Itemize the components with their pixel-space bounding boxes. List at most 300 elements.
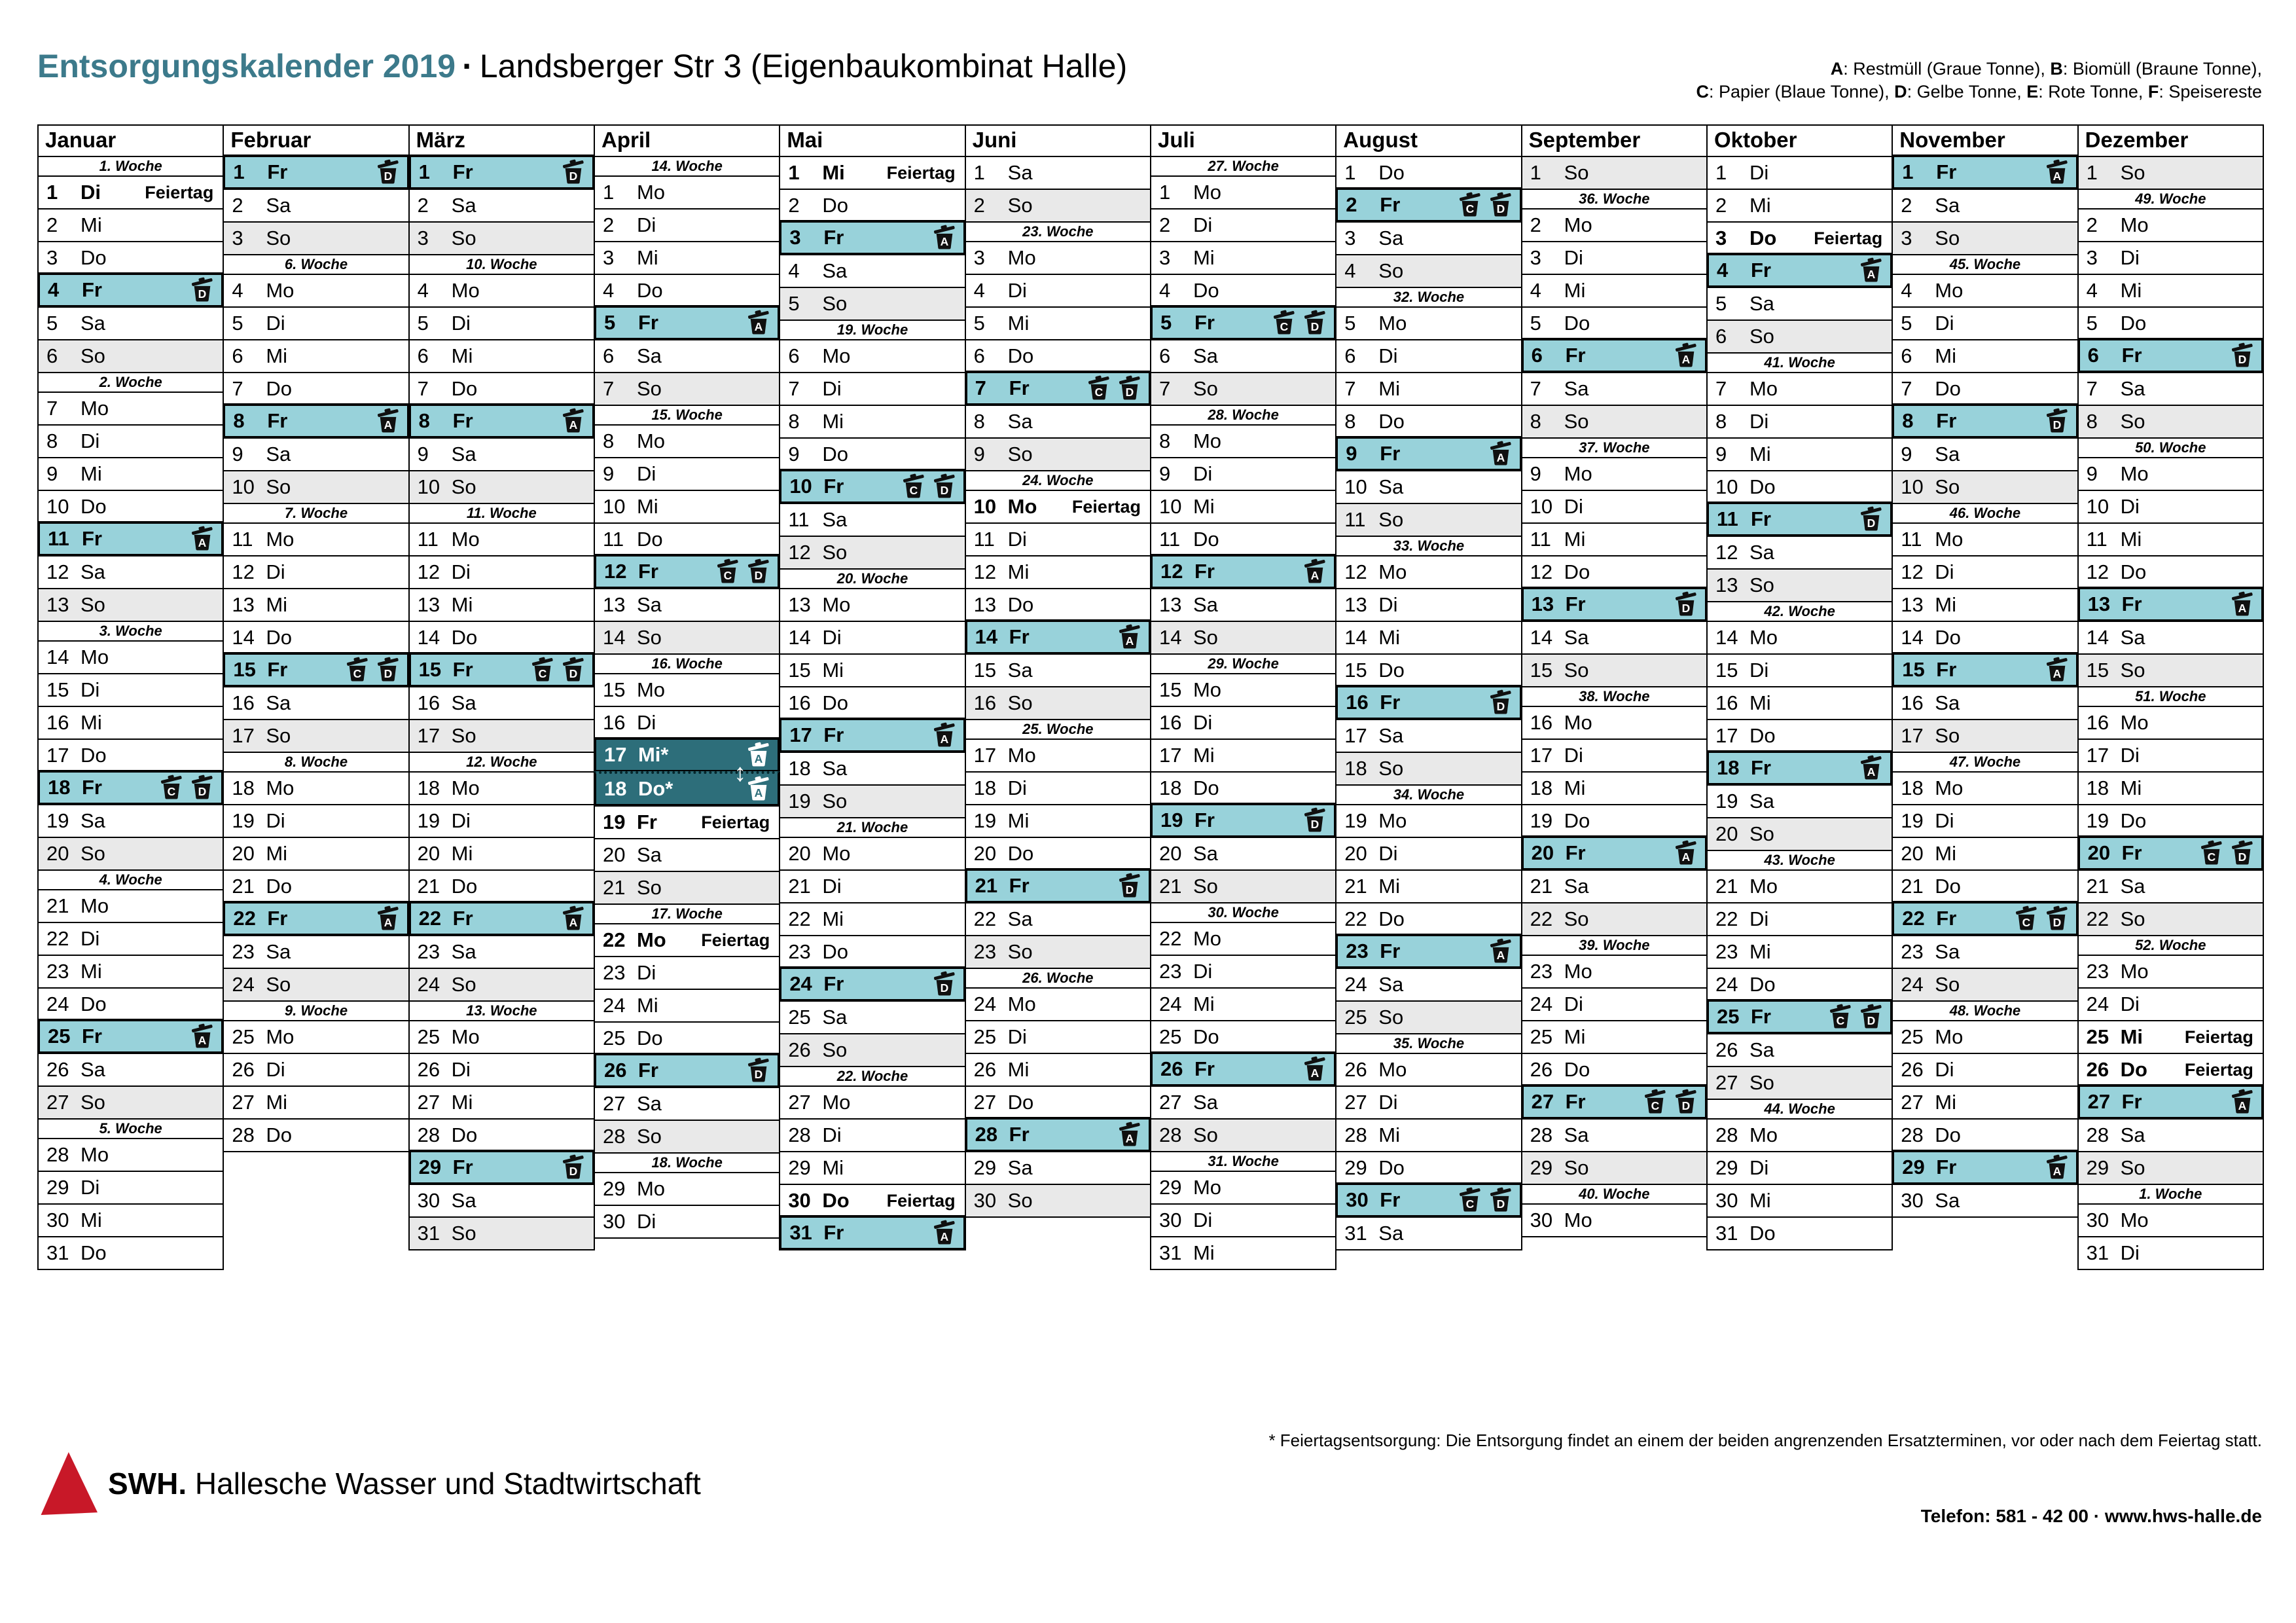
day-weekday: Di [1007, 776, 1027, 799]
day-weekday: Mo [1193, 1176, 1222, 1199]
day-weekday: Mi [636, 246, 658, 269]
day-extras [2185, 1060, 2263, 1080]
day-weekday: Fr [1009, 874, 1030, 897]
day-number: 3 [2086, 246, 2098, 269]
day-row [1336, 837, 1520, 869]
day-number: 14 [417, 626, 440, 649]
day-row [224, 968, 408, 1000]
day-number: 23 [1346, 939, 1369, 962]
day-number: 8 [2086, 410, 2098, 433]
day-number: 6 [2087, 344, 2099, 367]
day-weekday: Di [1193, 462, 1213, 485]
bin-C-icon [1456, 191, 1484, 219]
week-label: 24. Woche [966, 470, 1150, 490]
day-weekday: Sa [1378, 227, 1404, 249]
day-weekday: Di [1935, 560, 1954, 583]
day-extras [745, 741, 778, 769]
day-row [224, 935, 408, 968]
day-number: 11 [1901, 528, 1922, 551]
day-row [966, 522, 1150, 555]
day-row [1336, 405, 1520, 437]
day-row [2079, 555, 2263, 588]
day-row [1522, 405, 1706, 437]
day-weekday: So [451, 475, 476, 498]
day-row [224, 621, 408, 653]
day-weekday: Mo [1007, 993, 1036, 1015]
day-weekday: So [2120, 659, 2145, 682]
day-number: 2 [1715, 194, 1727, 217]
day-number: 15 [1530, 659, 1553, 682]
day-weekday: Fr [1750, 1005, 1771, 1028]
day-number: 20 [1901, 842, 1924, 865]
day-weekday: Do [1935, 875, 1961, 898]
day-row [966, 156, 1150, 189]
day-number: 2 [1530, 213, 1541, 236]
week-label: 13. Woche [410, 1000, 594, 1020]
day-number: 2 [46, 213, 58, 236]
day-weekday: Sa [1935, 691, 1960, 714]
day-row [1708, 817, 1892, 850]
day-extras [1270, 309, 1334, 337]
bin-D-icon [745, 1057, 772, 1084]
day-weekday: Do [636, 1027, 663, 1049]
day-row [595, 175, 779, 208]
day-extras [1641, 1088, 1705, 1116]
day-number: 25 [788, 1006, 811, 1029]
day-number: 13 [602, 593, 626, 616]
week-label: 4. Woche [39, 869, 223, 889]
day-row [780, 1000, 964, 1033]
day-weekday: Sa [1749, 1038, 1774, 1061]
day-weekday: Do [1193, 1025, 1219, 1048]
day-row [39, 955, 223, 987]
day-number: 25 [1716, 1005, 1740, 1028]
day-row [39, 889, 223, 922]
day-number: 25 [602, 1027, 626, 1049]
day-number: 31 [2086, 1241, 2109, 1264]
day-weekday: So [1749, 325, 1774, 348]
day-number: 7 [46, 397, 58, 420]
day-weekday: Mi [1935, 593, 1956, 616]
day-number: 15 [973, 659, 997, 682]
day-extras [374, 158, 407, 186]
day-row [39, 640, 223, 673]
day-number: 24 [46, 993, 69, 1015]
day-row [780, 588, 964, 621]
week-label: 39. Woche [1522, 935, 1706, 955]
day-number: 30 [417, 1189, 440, 1212]
day-row [1151, 1020, 1335, 1053]
day-row [595, 241, 779, 274]
day-row [1708, 287, 1892, 319]
day-row [1151, 339, 1335, 372]
day-row [410, 588, 594, 621]
day-weekday: Mo [1378, 312, 1407, 335]
day-row [595, 339, 779, 372]
day-number: 14 [46, 646, 69, 668]
day-weekday: Di [451, 560, 471, 583]
day-row [2079, 621, 2263, 653]
day-extras [1456, 191, 1520, 219]
bin-D-icon [1487, 191, 1515, 219]
day-weekday: Di [266, 809, 285, 832]
day-row [594, 759, 780, 807]
day-weekday: Sa [81, 1058, 105, 1081]
day-number: 18 [1901, 776, 1924, 799]
day-weekday: Fr [637, 1059, 658, 1082]
day-row [966, 588, 1150, 621]
week-label: 25. Woche [966, 719, 1150, 739]
day-weekday: Di [266, 560, 285, 583]
day-weekday: Sa [81, 809, 105, 832]
holiday-label: Feiertag [2184, 1059, 2253, 1080]
day-weekday: So [1935, 724, 1960, 747]
day-weekday: Mi [822, 907, 844, 930]
day-weekday: Di [1564, 495, 1583, 518]
day-row [966, 804, 1150, 837]
week-label: 47. Woche [1893, 752, 2077, 771]
day-weekday: Sa [1007, 1156, 1033, 1179]
day-row [410, 771, 594, 804]
day-row [966, 653, 1150, 686]
day-row [2079, 653, 2263, 686]
day-row [1893, 339, 2077, 372]
day-row [410, 555, 594, 588]
week-label: 11. Woche [410, 503, 594, 522]
day-extras [1487, 938, 1520, 965]
day-number: 29 [602, 1177, 626, 1200]
day-number: 10 [1901, 475, 1924, 498]
day-row [780, 1151, 964, 1184]
day-row [966, 902, 1150, 935]
svg-text:C: C [1465, 1197, 1474, 1211]
bin-D-icon [188, 774, 216, 801]
day-number: 29 [46, 1176, 69, 1199]
day-row [1151, 771, 1335, 804]
day-number: 22 [2086, 907, 2109, 930]
day-weekday: Mo [636, 181, 666, 204]
day-row [224, 869, 408, 902]
day-weekday: Di [636, 711, 656, 734]
day-number: 29 [973, 1156, 997, 1179]
day-number: 4 [1901, 279, 1912, 302]
day-number: 28 [1158, 1123, 1182, 1146]
day-number: 30 [2086, 1209, 2109, 1231]
day-row [779, 966, 965, 1002]
day-weekday: So [822, 1038, 848, 1061]
day-row [1893, 621, 2077, 653]
day-weekday: Mi [81, 213, 102, 236]
swh-logo-name: Hallesche Wasser und Stadtwirtschaft [194, 1467, 701, 1501]
day-extras [1827, 1003, 1890, 1030]
svg-text:D: D [754, 1067, 763, 1081]
day-number: 5 [1344, 312, 1356, 335]
day-weekday: Mo [1935, 279, 1964, 302]
bin-C-icon [1641, 1088, 1669, 1116]
day-row [780, 621, 964, 653]
day-row [1522, 987, 1706, 1020]
day-row [1893, 837, 2077, 869]
svg-text:D: D [198, 784, 207, 798]
day-number: 3 [1530, 246, 1541, 269]
bin-C-icon [1270, 309, 1298, 337]
day-extras [1814, 228, 1892, 249]
day-row [1336, 156, 1520, 189]
day-row [1708, 1033, 1892, 1066]
day-number: 27 [1158, 1091, 1182, 1114]
svg-text:A: A [198, 1033, 207, 1047]
bin-D-icon [1301, 807, 1329, 834]
day-number: 13 [1715, 574, 1738, 596]
day-number: 25 [417, 1025, 440, 1048]
day-extras [158, 774, 221, 801]
day-weekday: Sa [822, 757, 848, 780]
day-number: 18 [603, 777, 627, 800]
day-row [1708, 405, 1892, 437]
day-number: 27 [788, 1091, 811, 1114]
day-weekday: Di [1007, 279, 1027, 302]
day-row [39, 1171, 223, 1203]
day-row [1706, 253, 1893, 288]
svg-text:C: C [353, 666, 361, 680]
day-extras [560, 407, 592, 435]
day-weekday: Sa [1935, 1189, 1960, 1212]
day-weekday: Sa [822, 1006, 848, 1029]
day-number: 30 [1901, 1189, 1924, 1212]
day-number: 11 [1158, 528, 1181, 551]
day-weekday: Di [81, 181, 101, 204]
day-number: 27 [1531, 1090, 1554, 1113]
day-weekday: Fr [1380, 442, 1401, 465]
day-number: 23 [2086, 960, 2109, 983]
day-row [39, 1236, 223, 1269]
day-number: 14 [1901, 626, 1924, 649]
day-row [1336, 588, 1520, 621]
svg-text:C: C [1280, 319, 1289, 333]
day-number: 1 [233, 160, 245, 183]
day-row [410, 274, 594, 306]
day-number: 2 [788, 194, 800, 217]
svg-text:A: A [1496, 450, 1505, 464]
day-number: 9 [788, 443, 800, 465]
bin-A-icon [1116, 1121, 1143, 1148]
day-weekday: So [266, 227, 291, 249]
holiday-label: Feiertag [886, 1190, 956, 1211]
day-row [780, 437, 964, 470]
week-label: 3. Woche [39, 621, 223, 640]
day-number: 11 [232, 528, 253, 551]
day-weekday: Mo [451, 528, 480, 551]
day-number: 21 [1158, 875, 1182, 898]
day-row [1708, 221, 1892, 254]
day-weekday: Di [636, 961, 656, 984]
day-number: 9 [232, 443, 243, 465]
day-number: 22 [788, 907, 811, 930]
contact-line: Telefon: 581 - 42 00 · www.hws-halle.de [1920, 1506, 2262, 1526]
day-weekday: So [636, 1125, 662, 1148]
bin-C-icon [1085, 374, 1113, 402]
day-weekday: Mi [451, 344, 473, 367]
day-row [780, 1033, 964, 1066]
day-number: 20 [46, 842, 69, 865]
day-row [39, 555, 223, 588]
day-number: 26 [1901, 1058, 1924, 1081]
day-row [224, 1053, 408, 1085]
day-number: 4 [602, 279, 615, 302]
day-number: 14 [232, 626, 255, 649]
day-number: 22 [1158, 927, 1182, 950]
day-number: 25 [232, 1025, 255, 1048]
day-row [1151, 987, 1335, 1020]
day-extras [931, 970, 963, 998]
day-row [2077, 1084, 2264, 1120]
day-extras [2013, 905, 2076, 932]
day-row [2077, 338, 2264, 373]
day-number: 2 [973, 194, 985, 217]
day-number: 24 [232, 973, 255, 996]
day-extras [1672, 342, 1705, 369]
day-weekday: Sa [636, 1092, 662, 1115]
day-weekday: Do [822, 940, 848, 963]
day-row [223, 901, 409, 936]
day-extras [1487, 440, 1520, 467]
svg-text:D: D [940, 981, 948, 994]
day-row [1708, 686, 1892, 719]
bin-A-icon [2043, 1154, 2071, 1181]
day-weekday: Sa [266, 940, 291, 963]
bin-C-icon [344, 656, 371, 684]
holiday-label: Feiertag [701, 812, 770, 832]
day-weekday: Fr [636, 811, 657, 833]
month-column-august [1335, 124, 1522, 1250]
day-weekday: Mo [81, 1143, 109, 1166]
day-number: 29 [418, 1156, 442, 1178]
day-weekday: Sa [636, 593, 662, 616]
page-title [37, 47, 1127, 85]
day-number: 26 [1715, 1038, 1738, 1061]
svg-text:A: A [1681, 352, 1691, 366]
day-number: 4 [1344, 259, 1356, 282]
day-weekday: Mi [266, 344, 288, 367]
day-weekday: Fr [267, 907, 288, 930]
day-row [39, 739, 223, 771]
day-number: 19 [973, 809, 997, 832]
day-weekday: Mi [2120, 776, 2142, 799]
week-label: 20. Woche [780, 568, 964, 588]
day-weekday: Mi [451, 1091, 473, 1114]
day-row [1336, 372, 1520, 405]
day-weekday: Mo [81, 894, 109, 917]
day-number: 19 [232, 809, 255, 832]
day-row [1151, 457, 1335, 490]
day-number: 9 [1346, 442, 1357, 465]
day-number: 30 [1715, 1189, 1738, 1212]
day-row [1522, 208, 1706, 241]
day-number: 20 [2087, 841, 2111, 864]
day-row [410, 935, 594, 968]
day-weekday: So [822, 790, 848, 812]
day-extras [1857, 505, 1890, 533]
day-weekday: Mo [1193, 678, 1222, 701]
day-weekday: Mi [1749, 1189, 1771, 1212]
day-weekday: Fr [452, 907, 473, 930]
day-extras [188, 525, 221, 553]
day-number: 27 [232, 1091, 255, 1114]
day-extras [2043, 1154, 2076, 1181]
day-row [595, 424, 779, 457]
day-number: 20 [1715, 822, 1738, 845]
day-number: 6 [788, 344, 800, 367]
day-weekday: Fr [1750, 259, 1771, 282]
svg-text:A: A [1310, 568, 1319, 582]
day-number: 8 [1344, 410, 1356, 433]
day-weekday: Mo [1749, 1123, 1778, 1146]
day-weekday: Di [81, 927, 100, 950]
month-header: Mai [787, 128, 823, 152]
day-number: 14 [2086, 626, 2109, 649]
bin-D-icon [1487, 1186, 1515, 1214]
day-row [1151, 837, 1335, 869]
day-row [1893, 1118, 2077, 1151]
week-label: 49. Woche [2079, 189, 2263, 208]
day-number: 28 [232, 1123, 255, 1146]
day-row [966, 686, 1150, 719]
day-number: 28 [46, 1143, 69, 1166]
day-row [2079, 156, 2263, 189]
day-weekday: Do [1007, 1091, 1034, 1114]
day-number: 12 [417, 560, 440, 583]
day-row [1335, 934, 1522, 969]
day-weekday: Mo [1564, 960, 1592, 983]
day-row [1336, 968, 1520, 1000]
day-row [595, 588, 779, 621]
day-row [1335, 1182, 1522, 1218]
day-row [410, 470, 594, 503]
holiday-label: Feiertag [886, 162, 956, 183]
day-weekday: So [636, 377, 662, 400]
day-extras [1456, 1186, 1520, 1214]
day-weekday: Mo [266, 528, 295, 551]
day-row [2079, 405, 2263, 437]
day-weekday: Fr [1750, 507, 1771, 530]
day-weekday: Mi [2120, 1025, 2144, 1048]
day-row [1336, 719, 1520, 752]
bin-D-icon [1116, 872, 1143, 900]
day-row [39, 1203, 223, 1236]
day-weekday: Do [1007, 344, 1034, 367]
day-row [1522, 1151, 1706, 1184]
legend-line: A: Restmüll (Graue Tonne), B: Biomüll (Braune Tonne), [1830, 59, 2262, 79]
day-row [39, 804, 223, 837]
month-header: Dezember [2085, 128, 2189, 152]
week-label: 33. Woche [1336, 536, 1520, 555]
day-number: 10 [417, 475, 440, 498]
day-row [595, 1120, 779, 1152]
day-row [1893, 470, 2077, 503]
day-weekday: Sa [1564, 377, 1589, 400]
legend-line: C: Papier (Blaue Tonne), D: Gelbe Tonne, E: Rote Tonne, F: Speisereste [1696, 82, 2262, 101]
day-row [1336, 653, 1520, 686]
day-number: 10 [46, 495, 69, 518]
day-number: 6 [973, 344, 985, 367]
day-weekday: Mi [1564, 1025, 1586, 1048]
day-weekday: Mo [1193, 181, 1222, 204]
day-weekday: Do [2120, 1058, 2147, 1081]
day-extras [701, 812, 779, 833]
day-row [2079, 208, 2263, 241]
day-number: 26 [788, 1038, 811, 1061]
day-number: 24 [789, 972, 812, 995]
